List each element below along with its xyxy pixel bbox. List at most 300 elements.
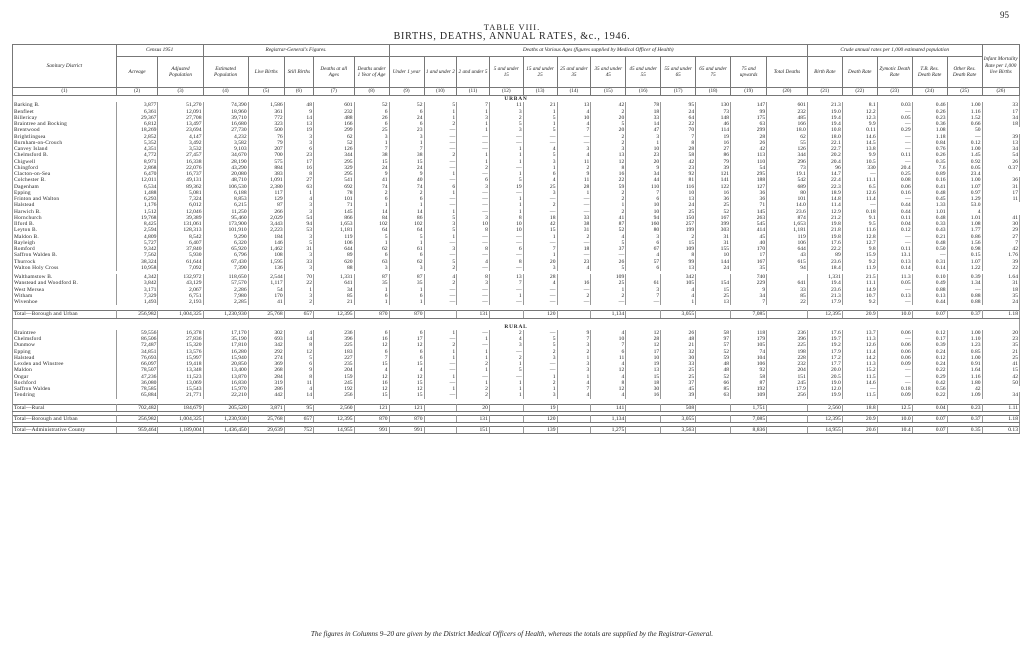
value-cell: 12 (354, 374, 389, 380)
value-cell: 20.9 (842, 311, 877, 318)
value-cell: 12 (389, 374, 424, 380)
column-header: Other Res. Death Rate (947, 57, 982, 88)
value-cell: 6 (389, 109, 424, 115)
value-cell: 129 (248, 196, 284, 202)
value-cell: 51,270 (158, 102, 203, 108)
district-name: Canvey Island (13, 146, 117, 152)
value-cell: 266 (248, 209, 284, 215)
value-cell: — (877, 109, 912, 115)
value-cell: 6,534 (116, 184, 158, 190)
value-cell: 184,679 (158, 404, 203, 411)
value-cell (626, 427, 661, 434)
value-cell: 11.3 (842, 336, 877, 342)
value-cell: 20,080 (203, 171, 248, 177)
value-cell: 15 (696, 287, 731, 293)
value-cell: 6 (389, 355, 424, 361)
value-cell: 1 (389, 299, 424, 305)
value-cell: 0.35 (912, 159, 947, 165)
value-cell: 9.8 (842, 246, 877, 252)
value-cell: 63 (354, 259, 389, 265)
value-cell: 192 (731, 386, 767, 392)
value-cell: 12 (591, 159, 626, 165)
column-header: 2 and under 5 (457, 57, 490, 88)
value-cell: 36,080 (116, 380, 158, 386)
value-cell (696, 311, 731, 318)
value-cell: 15 (354, 159, 389, 165)
value-cell: 5 (489, 121, 523, 127)
value-cell: 150 (661, 215, 696, 221)
value-cell: 7 (557, 127, 591, 133)
column-number: (1) (13, 88, 117, 96)
value-cell: 1 (557, 355, 591, 361)
value-cell: 7,085 (731, 415, 767, 422)
value-cell: 33 (626, 115, 661, 121)
value-cell: — (877, 240, 912, 246)
value-cell: 1 (489, 159, 523, 165)
value-cell: 20.9 (842, 415, 877, 422)
value-cell: 12.9 (807, 209, 842, 215)
value-cell: 344 (767, 152, 808, 158)
value-cell: 1 (457, 109, 490, 115)
value-cell: 15,940 (203, 355, 248, 361)
value-cell: 14 (284, 115, 313, 121)
value-cell: 50 (982, 380, 1019, 386)
value-cell: 330 (842, 165, 877, 171)
value-cell: 4,147 (158, 134, 203, 140)
value-cell: 8,425 (116, 221, 158, 227)
value-cell: 85 (767, 293, 808, 299)
value-cell: 14.2 (842, 355, 877, 361)
value-cell: — (424, 240, 457, 246)
value-cell (767, 415, 808, 422)
value-cell: 21 (982, 349, 1019, 355)
value-cell: 1,331 (807, 274, 842, 280)
value-cell: 15 (354, 392, 389, 398)
value-cell: 2 (489, 330, 523, 336)
value-cell: — (877, 380, 912, 386)
value-cell: 2 (591, 293, 626, 299)
value-cell: 25 (661, 367, 696, 373)
value-cell: 14 (626, 121, 661, 127)
value-cell: 16 (354, 336, 389, 342)
deaths-ages-group-header: Deaths at Various Ages (figures supplied by Medical Officer of Health) (389, 45, 807, 57)
value-cell: 1.77 (947, 227, 982, 233)
value-cell (767, 311, 808, 318)
value-cell: 2 (354, 190, 389, 196)
value-cell: — (457, 140, 490, 146)
value-cell: 31 (982, 280, 1019, 286)
value-cell: 20.4 (877, 165, 912, 171)
value-cell: 0.13 (877, 293, 912, 299)
value-cell: 884 (248, 165, 284, 171)
value-cell: 0.06 (877, 184, 912, 190)
value-cell: 0.13 (912, 293, 947, 299)
value-cell: 22.1 (807, 140, 842, 146)
value-cell: 12.2 (842, 109, 877, 115)
value-cell: 1 (523, 252, 557, 258)
column-number: (9) (389, 88, 424, 96)
value-cell: 1 (457, 127, 490, 133)
value-cell: 1.16 (947, 374, 982, 380)
value-cell: 2,067 (158, 287, 203, 293)
district-name: Braintree (13, 330, 117, 336)
value-cell: 0.26 (912, 152, 947, 158)
value-cell: 1 (557, 190, 591, 196)
value-cell: 5 (591, 240, 626, 246)
value-cell: 7,329 (116, 293, 158, 299)
value-cell: 5 (354, 234, 389, 240)
value-cell: 870 (354, 415, 389, 422)
value-cell: 22,210 (203, 392, 248, 398)
value-cell: 0.76 (912, 146, 947, 152)
district-name: Billericay (13, 115, 117, 121)
value-cell: 41 (591, 215, 626, 221)
value-cell: — (424, 196, 457, 202)
value-cell: 11 (284, 380, 313, 386)
value-cell: 72,487 (116, 342, 158, 348)
value-cell: 20 (591, 115, 626, 121)
value-cell: 8 (457, 274, 490, 280)
value-cell: 0.22 (912, 392, 947, 398)
value-cell: 109 (661, 246, 696, 252)
value-cell: 0.05 (877, 115, 912, 121)
value-cell: 3 (557, 361, 591, 367)
district-name: Wivenhoe (13, 299, 117, 305)
value-cell: 184 (248, 234, 284, 240)
value-cell: 1 (354, 202, 389, 208)
value-cell: 2 (557, 234, 591, 240)
value-cell: 16,737 (158, 171, 203, 177)
value-cell: 12.6 (842, 190, 877, 196)
value-cell: 106,530 (203, 184, 248, 190)
value-cell: 0.49 (912, 280, 947, 286)
value-cell: 641 (314, 280, 355, 286)
value-cell (626, 404, 661, 411)
value-cell: 0.23 (912, 115, 947, 121)
value-cell: 24 (661, 202, 696, 208)
value-cell: 19 (284, 127, 313, 133)
value-cell: 5,352 (116, 140, 158, 146)
value-cell: 29 (982, 227, 1019, 233)
value-cell: 20.2 (807, 152, 842, 158)
value-cell: — (457, 374, 490, 380)
value-cell: — (877, 299, 912, 305)
value-cell: 39 (696, 165, 731, 171)
value-cell: 16,378 (158, 330, 203, 336)
value-cell: 235 (314, 361, 355, 367)
district-name: Thurrock (13, 259, 117, 265)
value-cell: 89 (314, 252, 355, 258)
column-header: 15 and under 25 (523, 57, 557, 88)
value-cell: 1.80 (947, 380, 982, 386)
column-header: Zymotic Death Rate (877, 57, 912, 88)
value-cell: 44 (626, 177, 661, 183)
value-cell: 3 (557, 367, 591, 373)
value-cell: — (523, 287, 557, 293)
value-cell: 25 (696, 293, 731, 299)
value-cell: — (523, 299, 557, 305)
value-cell: 114 (696, 127, 731, 133)
value-cell: 1 (489, 392, 523, 398)
column-header: 1 and under 2 (424, 57, 457, 88)
value-cell: 10.0 (877, 311, 912, 318)
value-cell: 5 (284, 240, 313, 246)
value-cell: 10.7 (842, 293, 877, 299)
value-cell: 11.5 (842, 374, 877, 380)
value-cell: 2 (557, 293, 591, 299)
value-cell: 1,134 (591, 415, 626, 422)
value-cell: 2 (591, 209, 626, 215)
value-cell: 236 (767, 330, 808, 336)
value-cell: 19.9 (807, 392, 842, 398)
value-cell: 128,313 (158, 227, 203, 233)
value-cell: 20.4 (807, 159, 842, 165)
value-cell: 14.7 (807, 171, 842, 177)
value-cell: 0.85 (947, 349, 982, 355)
value-cell: 21 (523, 102, 557, 108)
value-cell (557, 427, 591, 434)
value-cell: 26 (661, 330, 696, 336)
value-cell: 11.9 (842, 265, 877, 271)
value-cell: 126 (767, 146, 808, 152)
value-cell: 256 (314, 392, 355, 398)
value-cell: 9,342 (116, 246, 158, 252)
value-cell: — (457, 299, 490, 305)
value-cell: — (557, 209, 591, 215)
value-cell: 179 (731, 336, 767, 342)
value-cell: 11.5 (842, 392, 877, 398)
value-cell: 1.18 (912, 134, 947, 140)
value-cell: 2 (591, 109, 626, 115)
value-cell: 4 (591, 374, 626, 380)
value-cell: 45 (661, 386, 696, 392)
value-cell: 11,523 (158, 374, 203, 380)
rates-group-header: Crude annual rates per 1,000 estimated population (807, 45, 982, 57)
value-cell: 18 (557, 246, 591, 252)
value-cell: 12 (354, 386, 389, 392)
district-name: Epping (13, 349, 117, 355)
value-cell: 27,730 (203, 127, 248, 133)
value-cell: 1,586 (248, 102, 284, 108)
value-cell: 2 (591, 134, 626, 140)
value-cell: 17.7 (807, 361, 842, 367)
value-cell: 120 (523, 311, 557, 318)
value-cell: 1,512 (116, 209, 158, 215)
value-cell: 274 (248, 355, 284, 361)
value-cell: 110 (626, 184, 661, 190)
value-cell: 1,181 (314, 227, 355, 233)
value-cell: 66 (696, 380, 731, 386)
value-cell: 13,069 (158, 380, 203, 386)
column-header: Total Deaths (767, 57, 808, 88)
value-cell: 4 (557, 152, 591, 158)
value-cell: 4 (557, 380, 591, 386)
value-cell: 35 (982, 342, 1019, 348)
value-cell: 3 (389, 265, 424, 271)
value-cell: 2,544 (248, 274, 284, 280)
value-cell: — (457, 240, 490, 246)
value-cell: 30 (661, 355, 696, 361)
district-name: Chingford (13, 165, 117, 171)
value-cell: 15,970 (203, 386, 248, 392)
value-cell: 10 (591, 336, 626, 342)
value-cell: 74 (389, 184, 424, 190)
value-cell: 14.8 (807, 196, 842, 202)
value-cell: 43 (767, 252, 808, 258)
value-cell: 10 (489, 227, 523, 233)
value-cell: 0.43 (912, 227, 947, 233)
value-cell: 118,650 (203, 274, 248, 280)
value-cell: 256,982 (116, 311, 158, 318)
value-cell: — (523, 361, 557, 367)
value-cell: 27 (284, 177, 313, 183)
value-cell: 62 (389, 259, 424, 265)
value-cell: 6 (354, 121, 389, 127)
value-cell: 20 (982, 330, 1019, 336)
value-cell: 14,955 (314, 427, 355, 434)
value-cell: 1.22 (947, 265, 982, 271)
value-cell: 48,710 (203, 177, 248, 183)
value-cell: 383 (248, 171, 284, 177)
value-cell: 131,061 (158, 221, 203, 227)
column-header: 25 and under 35 (557, 57, 591, 88)
district-name: Benfleet (13, 109, 117, 115)
value-cell (557, 404, 591, 411)
value-cell: 1.00 (947, 330, 982, 336)
value-cell: 12,395 (807, 311, 842, 318)
value-cell: 12 (354, 342, 389, 348)
value-cell: 207 (248, 146, 284, 152)
value-cell: 1 (424, 355, 457, 361)
value-cell: 26 (982, 159, 1019, 165)
value-cell: 25 (982, 355, 1019, 361)
value-cell: 10.8 (807, 127, 842, 133)
value-cell: 3 (557, 146, 591, 152)
value-cell: 35 (389, 280, 424, 286)
value-cell: 19.0 (807, 109, 842, 115)
value-cell: — (523, 140, 557, 146)
column-header: Under 1 year (389, 57, 424, 88)
value-cell: 0.39 (947, 274, 982, 280)
value-cell: 13.8 (842, 146, 877, 152)
value-cell: 6 (389, 293, 424, 299)
value-cell: — (424, 361, 457, 367)
value-cell (557, 311, 591, 318)
value-cell: 2 (523, 349, 557, 355)
value-cell: 1,436,450 (203, 427, 248, 434)
value-cell: 6 (591, 349, 626, 355)
value-cell: 89,362 (158, 184, 203, 190)
value-cell: 3,055 (661, 311, 696, 318)
value-cell: 1.34 (947, 280, 982, 286)
value-cell: 25 (696, 202, 731, 208)
value-cell: 19 (696, 134, 731, 140)
value-cell: 18.8 (842, 404, 877, 411)
value-cell: 319 (248, 380, 284, 386)
value-cell (424, 415, 457, 422)
census-group-header: Census 1951 (116, 45, 203, 57)
value-cell: 4 (284, 386, 313, 392)
value-cell: 1 (354, 140, 389, 146)
value-cell: 0.08 (877, 177, 912, 183)
value-cell: 299 (314, 127, 355, 133)
value-cell: 0.13 (877, 259, 912, 265)
value-cell: 12.5 (877, 404, 912, 411)
value-cell: — (489, 234, 523, 240)
value-cell: — (457, 134, 490, 140)
value-cell: 33 (284, 259, 313, 265)
value-cell: 1 (557, 374, 591, 380)
value-cell: 41 (982, 215, 1019, 221)
value-cell: 64 (389, 227, 424, 233)
value-cell: 12,395 (314, 311, 355, 318)
value-cell: 772 (248, 115, 284, 121)
value-cell: 74 (731, 349, 767, 355)
value-cell: 1 (457, 367, 490, 373)
value-cell: 18 (982, 121, 1019, 127)
value-cell: 8 (284, 171, 313, 177)
value-cell: 245 (767, 380, 808, 386)
value-cell: 263 (731, 215, 767, 221)
value-cell: — (842, 171, 877, 177)
value-cell: 106 (767, 240, 808, 246)
value-cell: 0.42 (912, 380, 947, 386)
value-cell: 1 (489, 209, 523, 215)
value-cell: 73 (696, 109, 731, 115)
value-cell: 119 (767, 234, 808, 240)
value-cell: 10 (626, 355, 661, 361)
value-cell: 15 (389, 361, 424, 367)
value-cell: 245 (314, 380, 355, 386)
value-cell: 80 (626, 227, 661, 233)
value-cell: — (424, 177, 457, 183)
district-name: Walton Holy Cross (13, 265, 117, 271)
value-cell: 16 (696, 190, 731, 196)
column-number: (26) (982, 88, 1019, 96)
value-cell: 121 (354, 404, 389, 411)
value-cell: 0.26 (912, 109, 947, 115)
value-cell: 1.00 (947, 146, 982, 152)
value-cell: 48 (696, 361, 731, 367)
value-cell: 19.4 (807, 280, 842, 286)
value-cell: 1 (489, 152, 523, 158)
value-cell: 8,853 (203, 196, 248, 202)
value-cell: 166 (314, 121, 355, 127)
value-cell: 16,830 (203, 380, 248, 386)
value-cell: 18.9 (807, 190, 842, 196)
value-cell: 14 (354, 209, 389, 215)
value-cell: 1,181 (767, 227, 808, 233)
value-cell: 0.46 (912, 102, 947, 108)
value-cell: 3 (354, 134, 389, 140)
value-cell: 0.37 (947, 415, 982, 422)
value-cell (557, 415, 591, 422)
value-cell: 2 (489, 355, 523, 361)
value-cell: — (424, 165, 457, 171)
value-cell: 22.2 (807, 246, 842, 252)
district-name: Frinton and Walton (13, 196, 117, 202)
value-cell: — (877, 336, 912, 342)
value-cell: 12,011 (116, 177, 158, 183)
value-cell: 71 (314, 202, 355, 208)
value-cell: 205,520 (203, 404, 248, 411)
value-cell: 692 (314, 184, 355, 190)
value-cell: 159 (314, 374, 355, 380)
value-cell: 1 (523, 234, 557, 240)
value-cell: 87 (389, 274, 424, 280)
value-cell: 34 (731, 293, 767, 299)
value-cell: 1,091 (248, 177, 284, 183)
